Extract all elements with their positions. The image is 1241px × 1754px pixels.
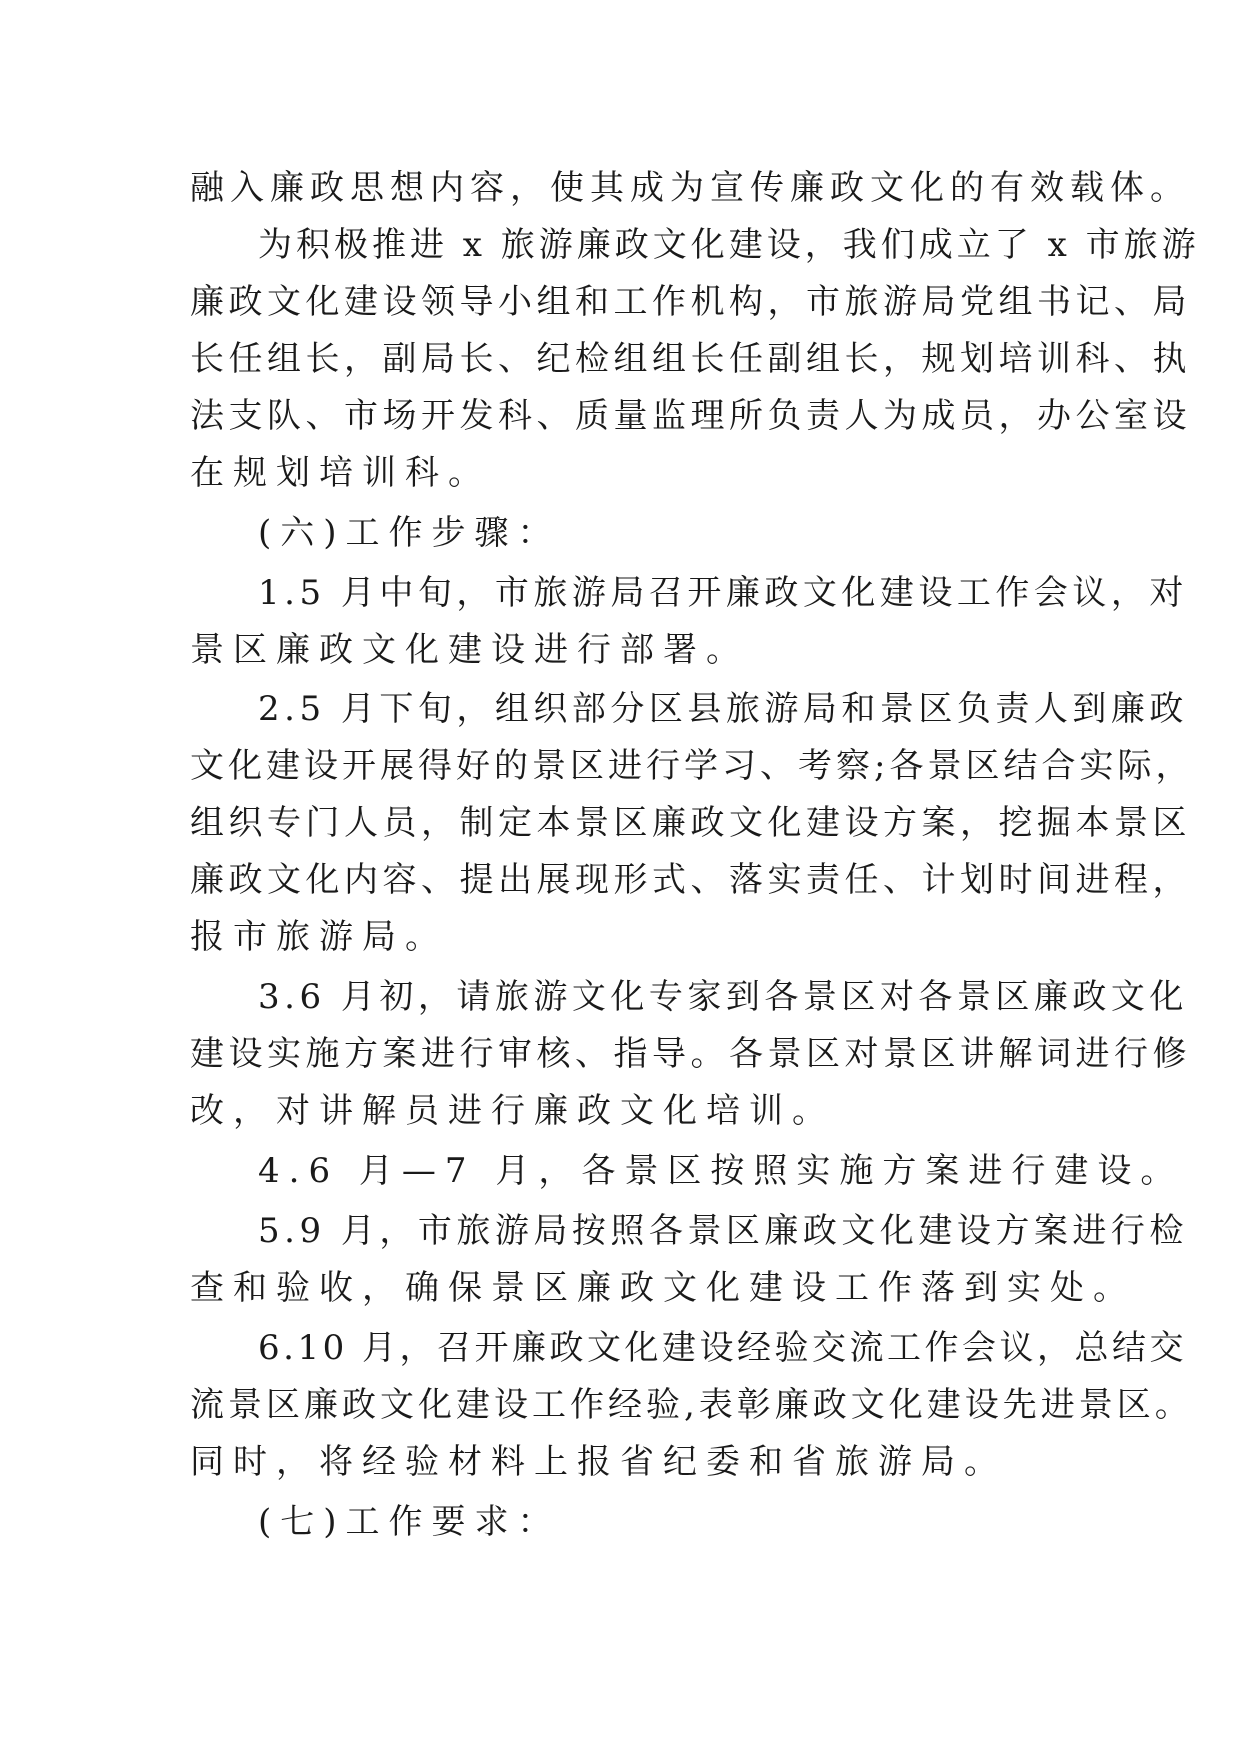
text-line: 景区廉政文化建设进行部署。 <box>190 630 749 670</box>
text-line: 5.9 月，市旅游局按照各景区廉政文化建设方案进行检 <box>258 1211 1188 1251</box>
text-line: 查和验收，确保景区廉政文化建设工作落到实处。 <box>190 1268 1136 1308</box>
text-line: 为积极推进 x 旅游廉政文化建设，我们成立了 x 市旅游 <box>258 225 1200 265</box>
section-heading: (七)工作要求： <box>258 1502 561 1542</box>
section-heading: (六)工作步骤： <box>258 513 561 553</box>
text-line: 组织专门人员，制定本景区廉政文化建设方案，挖掘本景区 <box>190 803 1191 843</box>
text-line: 3.6 月初，请旅游文化专家到各景区对各景区廉政文化 <box>258 977 1188 1017</box>
text-line: 文化建设开展得好的景区进行学习、考察;各景区结合实际， <box>190 746 1194 786</box>
text-line: 2.5 月下旬，组织部分区县旅游局和景区负责人到廉政 <box>258 689 1188 729</box>
text-line: 报市旅游局。 <box>190 917 448 957</box>
text-line: 同时，将经验材料上报省纪委和省旅游局。 <box>190 1442 1007 1482</box>
text-line: 建设实施方案进行审核、指导。各景区对景区讲解词进行修 <box>190 1034 1191 1074</box>
text-line: 融入廉政思想内容，使其成为宣传廉政文化的有效载体。 <box>190 168 1190 208</box>
text-line: 在规划培训科。 <box>190 453 491 493</box>
text-line: 长任组长，副局长、纪检组组长任副组长，规划培训科、执 <box>190 339 1191 379</box>
text-line: 廉政文化建设领导小组和工作机构，市旅游局党组书记、局 <box>190 282 1191 322</box>
text-line: 法支队、市场开发科、质量监理所负责人为成员，办公室设 <box>190 396 1191 436</box>
text-line: 廉政文化内容、提出展现形式、落实责任、计划时间进程， <box>190 860 1191 900</box>
text-line: 改，对讲解员进行廉政文化培训。 <box>190 1091 835 1131</box>
text-line: 4.6 月—7 月，各景区按照实施方案进行建设。 <box>258 1151 1184 1191</box>
text-line: 1.5 月中旬，市旅游局召开廉政文化建设工作会议，对 <box>258 573 1188 613</box>
text-line: 流景区廉政文化建设工作经验,表彰廉政文化建设先进景区。 <box>190 1385 1193 1425</box>
text-line: 6.10 月，召开廉政文化建设经验交流工作会议，总结交 <box>258 1328 1188 1368</box>
